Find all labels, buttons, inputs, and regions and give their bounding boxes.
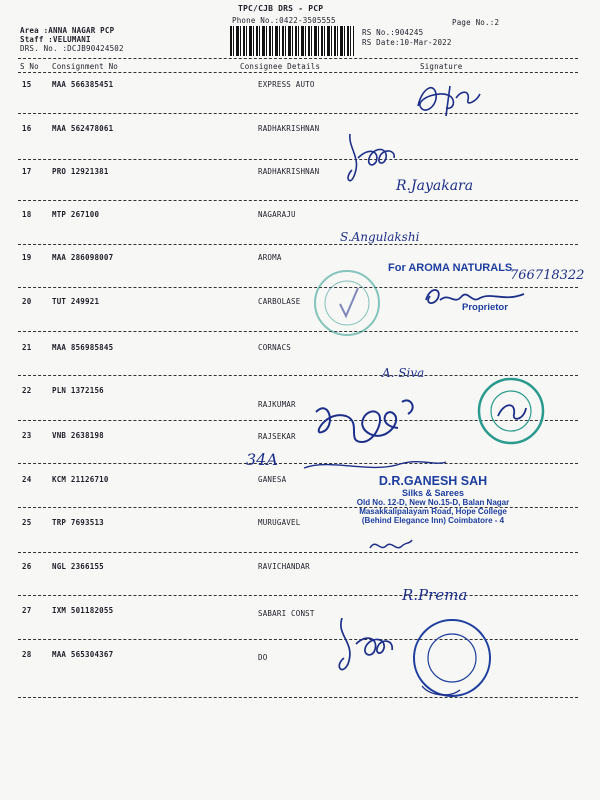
row-sno: 21 [22,343,32,352]
row-consignee: RAJKUMAR [258,400,296,409]
row-sno: 26 [22,562,32,571]
row-consignment: MAA 562478061 [52,124,114,133]
row-consignee: RAJSEKAR [258,432,296,441]
phone-number: Phone No.:0422-3505555 [232,16,336,25]
column-header-consignment: Consignment No [52,62,119,71]
dr-ganesh-stamp [328,474,538,525]
signature-row-22-23 [306,392,436,458]
staff-label: Staff :VELUMANI [20,35,91,44]
row-sno: 17 [22,167,32,176]
row-consignee: AROMA [258,253,282,262]
signature-row-24 [300,454,450,474]
page-number: Page No.:2 [452,18,500,27]
row-consignee: CORNACS [258,343,292,352]
column-header-signature: Signature [420,62,463,71]
row-sno: 28 [22,650,32,659]
circular-stamp-aroma [312,268,382,338]
dr-ganesh-stamp-line2: Old No. 12-D, New No.15-D, Balan Nagar [356,498,510,507]
aroma-stamp-proprietor: Proprietor [462,302,508,313]
area-label: Area :ANNA NAGAR PCP [20,26,115,35]
row-consignee: RADHAKRISHNAN [258,124,320,133]
dr-ganesh-stamp-name: D.R.GANESH SAH [378,474,488,488]
row-sno: 18 [22,210,32,219]
row-consignment: MTP 267100 [52,210,100,219]
row-sno: 19 [22,253,32,262]
row-sno: 25 [22,518,32,527]
row-consignee: SABARI CONST [258,609,315,618]
row-sno: 22 [22,386,32,395]
handwritten-name-row-17: R.Jayakara [396,178,474,194]
row-consignment: MAA 566385451 [52,80,114,89]
row-sno: 27 [22,606,32,615]
row-consignment: VNB 2638198 [52,431,104,440]
dr-ganesh-stamp-line4: (Behind Elegance Inn) Coimbatore - 4 [361,516,505,525]
row-consignment: PRO 12921381 [52,167,109,176]
row-consignee: MURUGAVEL [258,518,301,527]
handwritten-name-row-27: R.Prema [402,586,468,604]
row-sno: 20 [22,297,32,306]
row-consignment: TUT 249921 [52,297,100,306]
row-consignment: NGL 2366155 [52,562,104,571]
row-consignee: GANESA [258,475,287,484]
handwritten-note-row-24: 34A [246,450,278,469]
row-consignee: DO [258,653,268,662]
row-consignment: MAA 286098007 [52,253,114,262]
drs-number: DRS. No. :DCJB90424502 [20,44,124,53]
column-header-sno: S No [20,62,39,71]
dr-ganesh-stamp-line1: Silks & Sarees [401,488,465,498]
row-consignment: TRP 7693513 [52,518,104,527]
row-consignee: EXPRESS AUTO [258,80,315,89]
row-consignee: NAGARAJU [258,210,296,219]
handwritten-name-row-18: S.Angulakshi [340,230,420,244]
row-consignment: MAA 856985845 [52,343,114,352]
signature-row-15 [410,76,490,122]
row-sno: 24 [22,475,32,484]
row-sno: 16 [22,124,32,133]
dr-ganesh-stamp-line3: Masakkalipalayam Road, Hope College [359,507,507,516]
circular-stamp-hrm [476,376,546,446]
signature-row-25 [366,534,416,556]
rs-number: RS No.:904245 [362,28,424,37]
circular-stamp-consultancy [410,616,494,700]
rs-date: RS Date:10-Mar-2022 [362,38,452,47]
handwritten-name-row-22: A. Siva [382,366,425,380]
row-consignee: RAVICHANDAR [258,562,310,571]
row-consignment: IXM 501182055 [52,606,114,615]
row-sno: 15 [22,80,32,89]
row-consignee: RADHAKRISHNAN [258,167,320,176]
barcode [230,26,354,56]
row-consignment: MAA 565304367 [52,650,114,659]
row-consignment: KCM 21126710 [52,475,109,484]
handwritten-phone-row-20: 766718322 [510,268,585,283]
row-consignment: PLN 1372156 [52,386,104,395]
row-sno: 23 [22,431,32,440]
report-title: TPC/CJB DRS - PCP [238,4,324,13]
aroma-stamp-title: For AROMA NATURALS [388,262,513,274]
column-header-consignee: Consignee Details [240,62,321,71]
row-consignee: CARBOLASE [258,297,301,306]
